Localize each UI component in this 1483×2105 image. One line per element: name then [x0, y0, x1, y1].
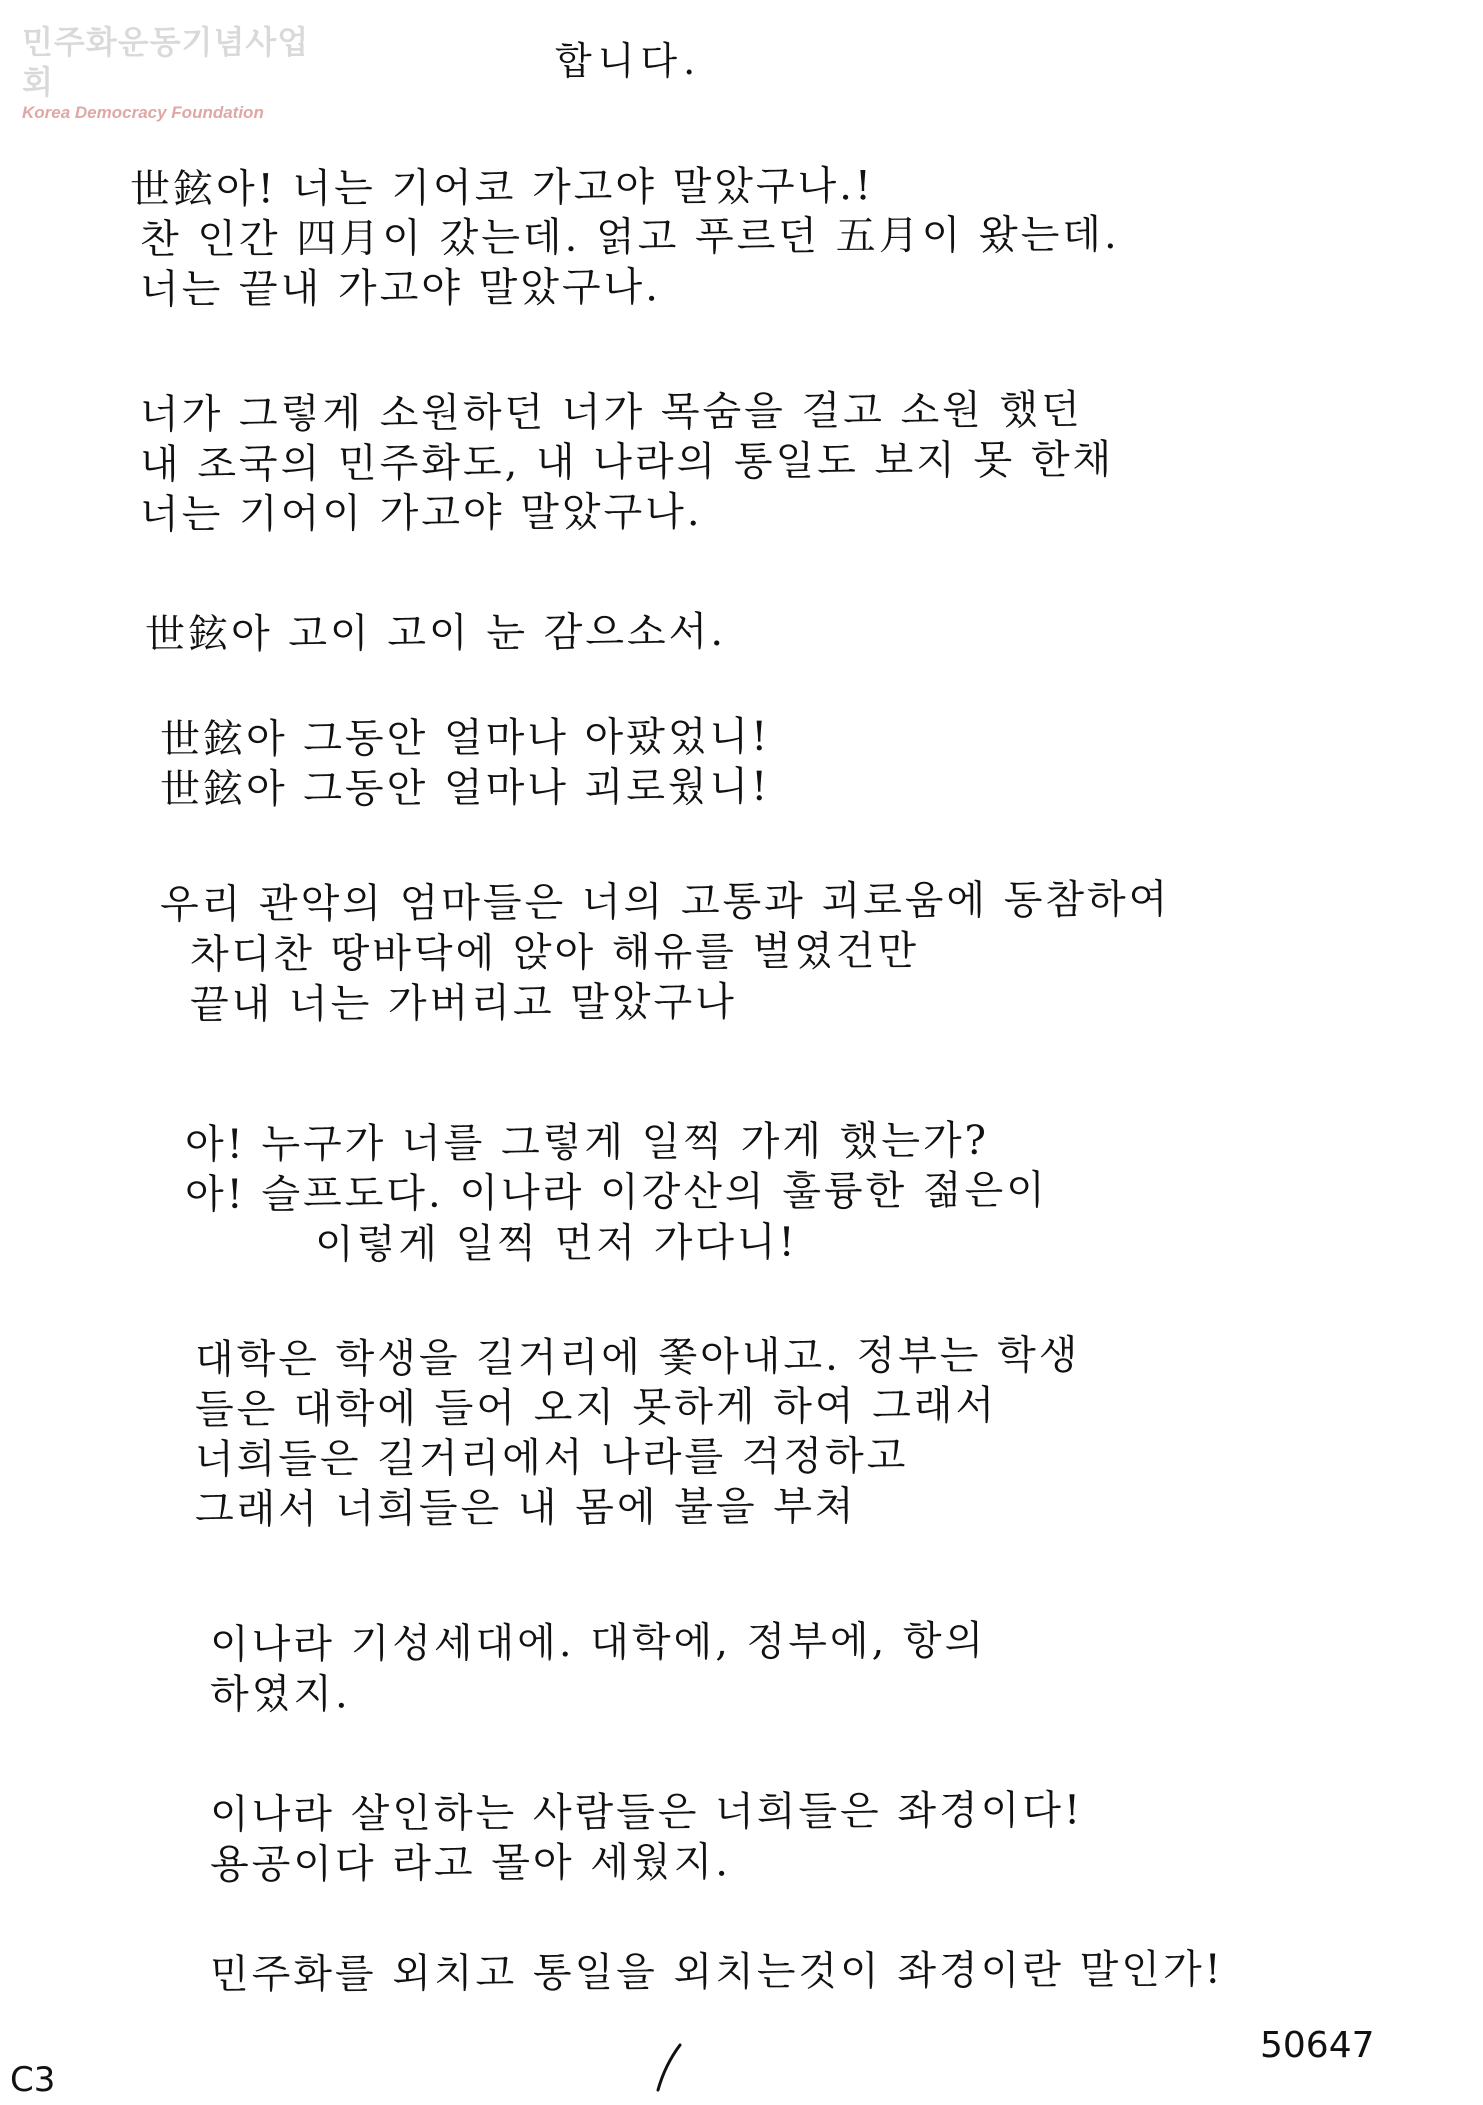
text-line: 차디찬 땅바닥에 앉아 해유를 벌였건만 — [189, 928, 920, 978]
text-line: 찬 인간 四月이 갔는데. 얽고 푸르던 五月이 왔는데. — [139, 211, 1120, 263]
text-line: 아! 누구가 너를 그렇게 일찍 가게 했는가? — [184, 1117, 990, 1168]
text-line: 용공이다 라고 몰아 세웠지. — [209, 1839, 732, 1888]
stanza-5 — [159, 876, 1171, 1030]
text-line: 하였지. — [209, 1671, 351, 1718]
document-number: 50647 — [1260, 2025, 1375, 2066]
text-line: 너희들은 길거리에서 나라를 걱정하고 — [194, 1433, 909, 1483]
text-line: 너가 그렇게 소원하던 너가 목숨을 걸고 소원 했던 — [139, 387, 1083, 438]
pen-stroke-mark — [640, 2040, 700, 2100]
stanza-3 — [145, 610, 726, 660]
watermark-korean: 민주화운동기념사업회 — [22, 23, 310, 101]
text-line: 너는 끝내 가고야 말았구나. — [139, 264, 662, 313]
stanza-10 — [209, 1946, 1224, 2000]
stanza-2 — [139, 387, 1115, 540]
text-line: 아! 슬프도다. 이나라 이강산의 훌륭한 젊은이 — [184, 1167, 1048, 1218]
margin-mark: C3 — [10, 2060, 56, 2100]
stanza-4 — [160, 715, 770, 815]
text-line: 世鉉아 그동안 얼마나 아팠었니! — [159, 713, 771, 763]
stanza-1 — [130, 165, 1120, 315]
text-line: 민주화를 외치고 통일을 외치는것이 좌경이란 말인가! — [209, 1946, 1224, 1998]
stanza-6 — [184, 1117, 1048, 1270]
text-line: 이렇게 일찍 먼저 가다니! — [314, 1219, 798, 1268]
text-line: 들은 대학에 들어 오지 못하게 하여 그래서 — [194, 1382, 998, 1433]
text-line: 우리 관악의 엄마들은 너의 고통과 괴로움에 동참하여 — [159, 876, 1171, 928]
text-line: 世鉉아 그동안 얼마나 괴로웠니! — [159, 763, 771, 813]
text-line: 이나라 살인하는 사람들은 너희들은 좌경이다! — [209, 1787, 1084, 1838]
text-line: 그래서 너희들은 내 몸에 불을 부쳐 — [194, 1483, 857, 1533]
stanza-8 — [209, 1617, 987, 1720]
stanza-9 — [209, 1787, 1084, 1890]
watermark-english: Korea Democracy Foundation — [22, 103, 264, 122]
text-line: 끝내 너는 가버리고 말았구나 — [189, 979, 737, 1028]
foundation-watermark — [22, 22, 322, 124]
stanza-7 — [194, 1332, 1081, 1535]
text-line: 너는 기어이 가고야 말았구나. — [139, 489, 703, 538]
text-line: 이나라 기성세대에. 대학에, 정부에, 항의 — [209, 1617, 987, 1668]
letter-title: 합니다. — [555, 39, 702, 83]
text-line: 내 조국의 민주화도, 내 나라의 통일도 보지 못 한채 — [139, 436, 1115, 488]
text-line: 世鉉아! 너는 기어코 가고야 말았구나.! — [129, 163, 875, 213]
text-line: 대학은 학생을 길거리에 쫓아내고. 정부는 학생 — [194, 1332, 1081, 1383]
text-line: 世鉉아 고이 고이 눈 감으소서. — [144, 608, 727, 658]
